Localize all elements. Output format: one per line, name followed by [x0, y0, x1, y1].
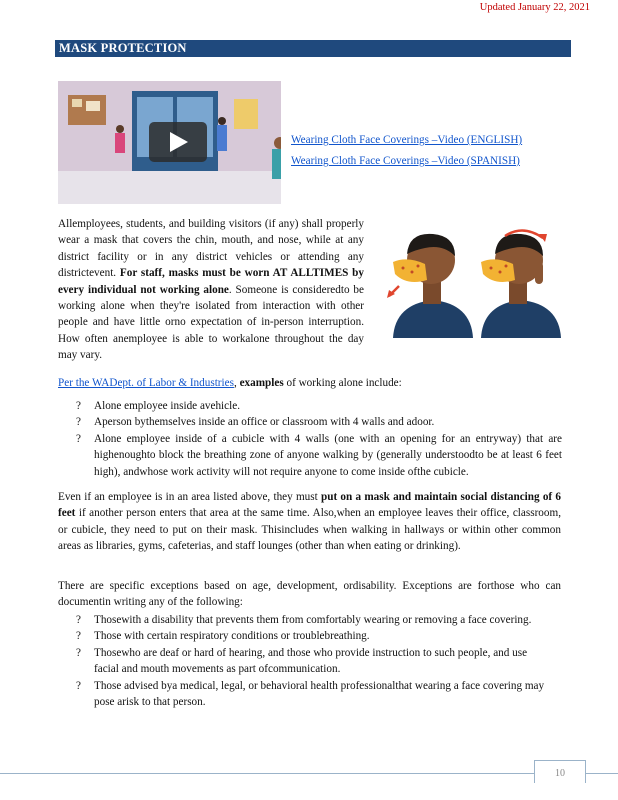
list-marker: ? — [76, 630, 81, 643]
video-links — [291, 130, 522, 172]
list-item — [76, 431, 562, 480]
list-item-text: Those with certain respiratory conditions or troublebreathing. — [94, 630, 370, 643]
para2-text-c: if another person enters that area at the same time. Also,when an employee leaves their office, classroom, or cubicle, they need to put on their mask. Thisincludes when walking in hallways or within other common areas as libraries, gyms, cafeterias, and staff lounges (other than when eating or drinking). — [58, 507, 561, 553]
list-item-text: Aperson bythemselves inside an office or classroom with 4 walls and adoor. — [94, 416, 435, 429]
intro-text-bold: For staff, masks must be worn AT ALLTIMES by every individual not working alone — [58, 267, 364, 296]
page-number: 10 — [534, 760, 586, 783]
list-item-text: Thosewho are deaf or hard of hearing, and those who provide instruction to such people, and use facial and mouth movements as part ofcommunication. — [94, 646, 528, 676]
exceptions-list — [76, 612, 546, 710]
list-marker: ? — [76, 432, 81, 445]
list-marker: ? — [76, 416, 81, 429]
alone-examples-list — [76, 398, 562, 480]
intro-paragraph — [58, 216, 364, 364]
labor-industries-link[interactable]: Per the WADept. of Labor & Industries — [58, 377, 234, 389]
list-item — [76, 628, 546, 644]
list-item — [76, 398, 562, 414]
footer-rule — [0, 773, 618, 774]
list-item-text: Alone employee inside of a cubicle with 4 walls (one with an opening for an entryway) that are highenoughto block the breathing zone of anyone walking by (generally understoodto be at least 6 feet high), andwhose work activity will not require anyone to come inside ofthe cubicle. — [94, 432, 562, 478]
para2-text-a: Even if an employee is in an area listed above, they must — [58, 491, 321, 503]
list-item — [76, 678, 546, 711]
section-title: MASK PROTECTION — [55, 40, 571, 57]
intro-text-c: . Someone is consideredto be working alone when they're isolated from interaction with other people and have little orno expectation of in-person interruption. How often anemployee is able to workalone throughout the day may vary. — [58, 283, 364, 362]
list-marker: ? — [76, 614, 81, 626]
updated-date: Updated January 22, 2021 — [479, 2, 590, 13]
intro-text-a: Allemployees, students, and building visitors (if any) shall properly wear a mask that covers the chin, mouth, and nose, while at any district facility or in any district vehicles or attending any districtevent. — [58, 218, 364, 280]
list-item-text: Alone employee inside avehicle. — [94, 400, 241, 412]
list-item-text: Those advised bya medical, legal, or behavioral health professionalthat wearing a face covering may pose arisk to that person. — [94, 679, 545, 709]
list-item-text: Thosewith a disability that prevents them from comfortably wearing or removing a face covering. — [94, 614, 532, 626]
mask-illustration — [385, 222, 563, 338]
video-still-image — [58, 81, 281, 204]
para2-text-bold: put on a mask and maintain social distancing of 6 feet — [58, 491, 562, 520]
list-marker: ? — [76, 679, 81, 692]
per-line-bold: examples — [239, 377, 284, 389]
social-distancing-paragraph — [58, 489, 561, 555]
video-link-spanish[interactable]: Wearing Cloth Face Coverings –Video (SPANISH) — [291, 155, 520, 167]
per-line-sep: , — [233, 377, 240, 389]
list-marker: ? — [76, 400, 81, 412]
video-link-english[interactable]: Wearing Cloth Face Coverings –Video (ENGLISH) — [291, 134, 523, 146]
list-marker: ? — [76, 646, 81, 659]
list-item — [76, 645, 546, 678]
per-line-rest: of working alone include: — [283, 377, 402, 389]
video-thumbnail[interactable] — [58, 81, 281, 204]
list-item — [76, 414, 562, 430]
alone-examples-intro — [58, 377, 402, 389]
exceptions-paragraph: There are specific exceptions based on age, development, ordisability. Exceptions are forthose who can documentin writing any of the following: — [58, 580, 561, 609]
list-item — [76, 612, 546, 628]
